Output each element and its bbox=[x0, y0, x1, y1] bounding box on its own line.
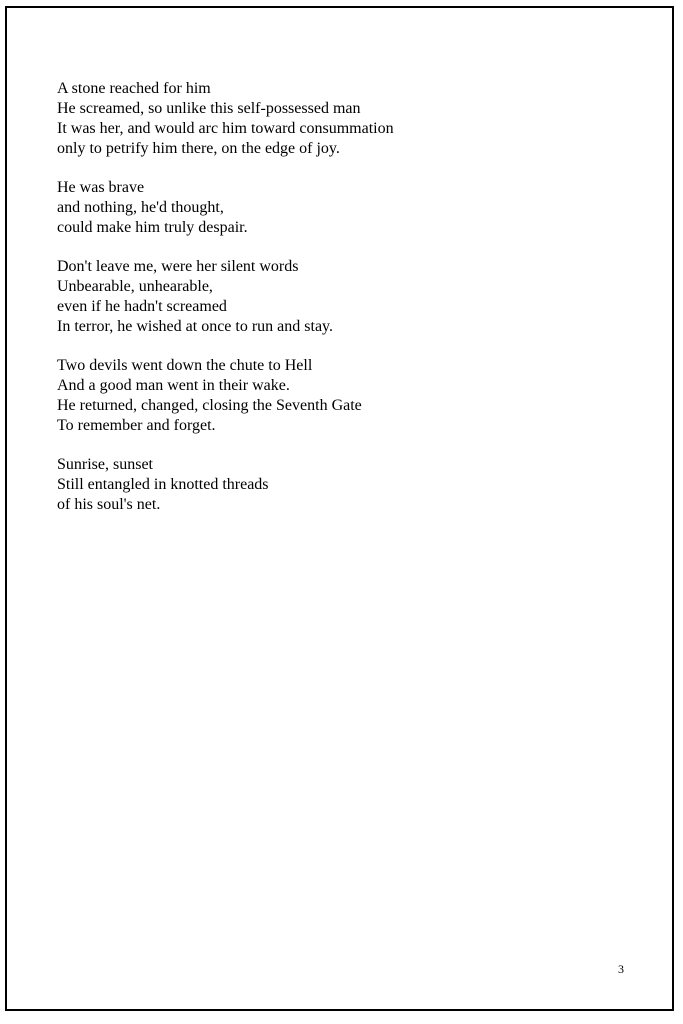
poem-line: and nothing, he'd thought, bbox=[57, 199, 224, 216]
stanza-1 bbox=[57, 79, 617, 159]
poem-line: could make him truly despair. bbox=[57, 219, 248, 236]
poem-line: He screamed, so unlike this self-possessed man bbox=[57, 100, 361, 117]
poem-line: Unbearable, unhearable, bbox=[57, 278, 213, 295]
poem-line: He returned, changed, closing the Seventh Gate bbox=[57, 397, 362, 414]
stanza-4 bbox=[57, 356, 617, 436]
poem-line: of his soul's net. bbox=[57, 496, 161, 513]
poem-line: only to petrify him there, on the edge of joy. bbox=[57, 140, 340, 157]
stanza-2 bbox=[57, 178, 617, 238]
poem-body bbox=[57, 79, 617, 534]
poem-line: A stone reached for him bbox=[57, 80, 211, 97]
poem-line: Two devils went down the chute to Hell bbox=[57, 357, 313, 374]
poem-line: He was brave bbox=[57, 179, 145, 196]
poem-line: To remember and forget. bbox=[57, 417, 216, 434]
page-number: 3 bbox=[618, 962, 624, 976]
poem-line: even if he hadn't screamed bbox=[57, 298, 227, 315]
stanza-5 bbox=[57, 455, 617, 515]
poem-line: And a good man went in their wake. bbox=[57, 377, 290, 394]
poem-line: Still entangled in knotted threads bbox=[57, 476, 269, 493]
poem-line: In terror, he wished at once to run and stay. bbox=[57, 318, 334, 335]
poem-line: Sunrise, sunset bbox=[57, 456, 153, 473]
poem-line: It was her, and would arc him toward consummation bbox=[57, 120, 394, 137]
stanza-3 bbox=[57, 257, 617, 337]
poem-line: Don't leave me, were her silent words bbox=[57, 258, 299, 275]
